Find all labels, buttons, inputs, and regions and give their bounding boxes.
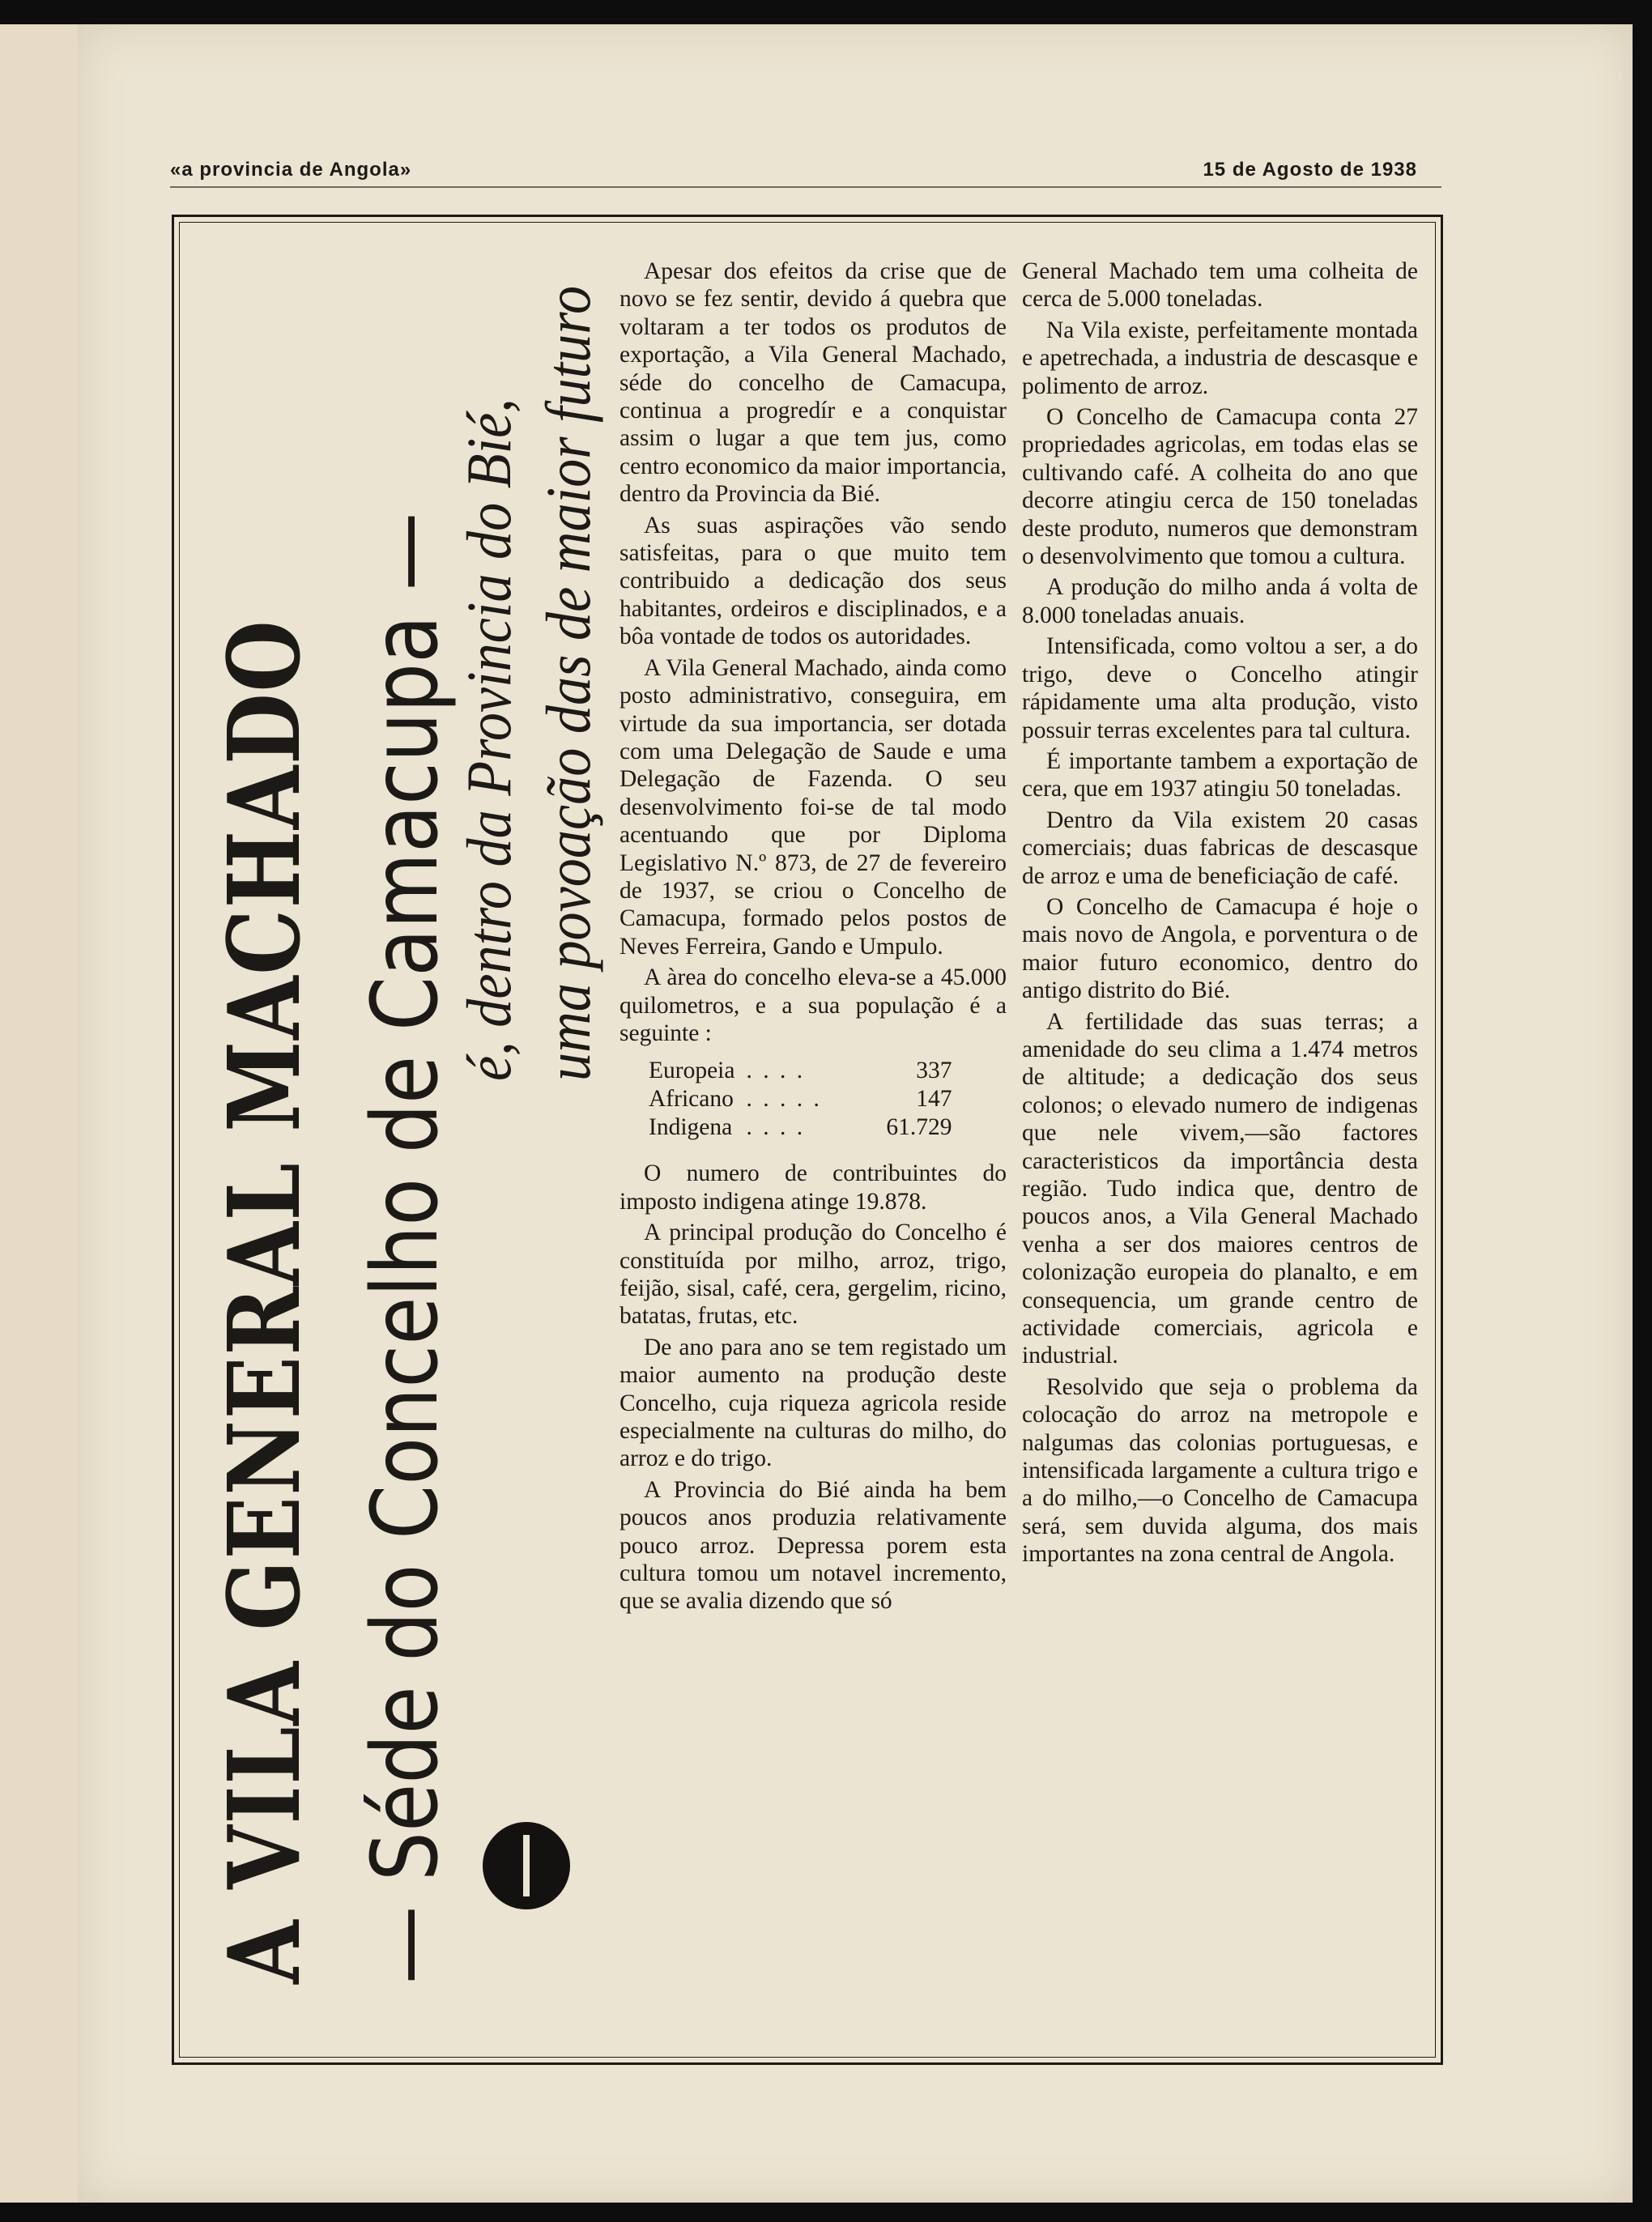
leader-dots: . . . . <box>746 1058 806 1084</box>
article-column-1 <box>620 258 1007 1619</box>
table-row <box>649 1113 952 1142</box>
headline-title: A VILA GENERAL MACHADO <box>206 619 322 1984</box>
paragraph: General Machado tem uma colheita de cerca de 5.000 toneladas. <box>1022 258 1418 313</box>
section-bullet-icon <box>483 1822 570 1909</box>
population-value: 147 <box>916 1086 952 1113</box>
paragraph: A Provincia do Bié ainda ha bem poucos anos produzia relativamente pouco arroz. Depressa porem esta cultura tomou um notavel incremento, que se avalia dizendo que só <box>620 1476 1007 1615</box>
population-label: Africano <box>649 1086 734 1113</box>
paragraph: É importante tambem a exportação de cera, que em 1937 atingiu 50 toneladas. <box>1022 747 1418 802</box>
book-spine <box>0 24 79 2203</box>
population-label: Indigena <box>649 1114 733 1141</box>
paragraph: De ano para ano se tem registado um maior aumento na produção deste Concelho, cuja riqueza agricola reside especialmente na culturas do milho, do arroz e do trigo. <box>620 1334 1007 1472</box>
paragraph: Dentro da Vila existem 20 casas comerciais; duas fabricas de descasque de arroz e uma de beneficiação de café. <box>1022 807 1418 889</box>
population-table <box>649 1057 952 1142</box>
paragraph: O Concelho de Camacupa conta 27 propriedades agricolas, em todas elas se cultivando café. A colheita do ano que decorre atingiu cerca de 150 toneladas deste produto, numeros que demonstram o desenvolvimento que tomou a cultura. <box>1022 404 1418 570</box>
article-column-2 <box>1022 258 1418 1572</box>
population-value: 337 <box>916 1058 952 1084</box>
population-label: Europeia <box>649 1058 735 1084</box>
paragraph: As suas aspirações vão sendo satisfeitas, para o que muito tem contribuido a dedicação dos seus habitantes, ordeiros e disciplinados, e a bôa vontade de todos os autoridades. <box>620 512 1007 650</box>
paragraph: O numero de contribuintes do imposto indigena atinge 19.878. <box>620 1160 1007 1215</box>
paragraph: A Vila General Machado, ainda como posto administrativo, conseguira, em virtude da sua importancia, ser dotada com uma Delegação de Saude e uma Delegação de Fazenda. O seu desenvolvimento foi-se de tal modo acentuando que por Diploma Legislativo N.º 873, de 27 de fevereiro de 1937, se criou o Concelho de Camacupa, formado pelos postos de Neves Ferreira, Gando e Umpulo. <box>620 654 1007 960</box>
paragraph: A produção do milho anda á volta de 8.000 toneladas anuais. <box>1022 574 1418 628</box>
paragraph: Resolvido que seja o problema da colocação do arroz na metropole e nalgumas das colonias portuguesas, e intensificada largamente a cultura trigo e a do milho,—o Concelho de Camacupa será, sem duvida alguma, dos mais importantes na zona central de Angola. <box>1022 1373 1418 1568</box>
paragraph: A fertilidade das suas terras; a amenidade do seu clima a 1.474 metros de altitude; a dedicação dos seus colonos; o elevado numero de indigenas que nele vivem,—são factores caracteristicos da importância desta região. Tudo indica que, dentro de poucos anos, a Vila General Machado venha a ser dos maiores centros de colonização europeia do planalto, e em consequencia, um grande centro de actividade comerciais, agricola e industrial. <box>1022 1008 1418 1369</box>
table-row <box>649 1057 952 1085</box>
paragraph: O Concelho de Camacupa é hoje o mais novo de Angola, e porventura o de maior futuro economico, dentro do antigo distrito do Bié. <box>1022 893 1418 1004</box>
population-value: 61.729 <box>886 1114 952 1141</box>
paragraph: Intensificada, como voltou a ser, a do trigo, deve o Concelho atingir rápidamente uma alta produção, visto possuir terras excelentes para tal cultura. <box>1022 633 1418 743</box>
table-row <box>649 1085 952 1113</box>
paragraph: Na Vila existe, perfeitamente montada e apetrechada, a industria de descasque e polimento de arroz. <box>1022 317 1418 399</box>
paragraph: A principal produção do Concelho é constituída por milho, arroz, trigo, feijão, sisal, café, cera, gergelim, ricino, batatas, frutas, etc. <box>620 1220 1007 1330</box>
publication-name: «a provincia de Angola» <box>170 159 412 181</box>
paragraph: Apesar dos efeitos da crise que de novo se fez sentir, devido á quebra que voltaram a ter todos os produtos de exportação, a Vila General Machado, séde do concelho de Camacupa, continua a progredír e a conquistar assim o lugar a que tem jus, como centro economico da maior importancia, dentro da Provincia da Bié. <box>620 258 1007 508</box>
running-head <box>170 154 1441 188</box>
issue-date: 15 de Agosto de 1938 <box>1203 159 1417 181</box>
headline-tagline-1: é, dentro da Provincia do Bié, <box>453 398 524 1081</box>
headline-tagline-2: uma povoação das de maior futuro <box>533 285 603 1081</box>
leader-dots: . . . . <box>746 1114 806 1141</box>
headline-subtitle: — Séde do Concelho de Camacupa — <box>353 512 458 1984</box>
leader-dots: . . . . . <box>746 1086 822 1113</box>
paragraph: A àrea do concelho eleva-se a 45.000 quilometros, e a sua população é a seguinte : <box>620 964 1007 1046</box>
